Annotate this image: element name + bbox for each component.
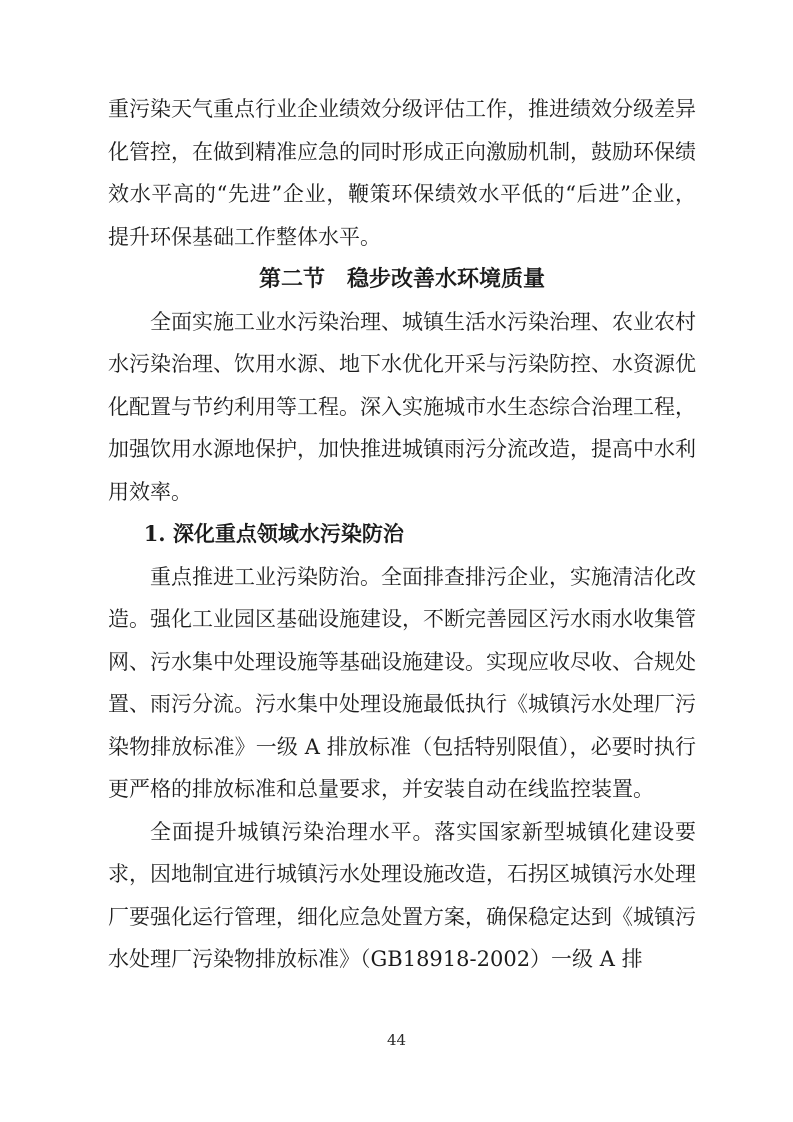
paragraph-urban-sewage-treatment: 全面提升城镇污染治理水平。落实国家新型城镇化建设要求，因地制宜进行城镇污水处理设施改造，石拐区城镇污水处理厂要强化运行管理，细化应急处置方案，确保稳定达到《城镇污水处理厂污染物排放标准》（GB18918-2002）一级 A 排 [108,819,696,971]
subsection-heading-key-areas-water-pollution: 1. 深化重点领域水污染防治 [143,521,404,546]
paragraph-air-pollution-performance: 重污染天气重点行业企业绩效分级评估工作，推进绩效分级差异化管控，在做到精准应急的同时形成正向激励机制，鼓励环保绩效水平高的“先进”企业，鞭策环保绩效水平低的“后进”企业，提升环保基础工作整体水平。 [108,97,696,249]
section-heading-water-environment: 第二节 稳步改善水环境质量 [258,266,545,292]
page-number: 44 [386,1031,407,1049]
paragraph-water-pollution-projects: 全面实施工业水污染治理、城镇生活水污染治理、农业农村水污染治理、饮用水源、地下水优化开采与污染防控、水资源优化配置与节约利用等工程。深入实施城市水生态综合治理工程，加强饮用水源地保护，加快推进城镇雨污分流改造，提高中水利用效率。 [108,309,696,504]
page-content [108,88,696,981]
paragraph-industrial-pollution-control: 重点推进工业污染防治。全面排查排污企业，实施清洁化改造。强化工业园区基础设施建设，不断完善园区污水雨水收集管网、污水集中处理设施等基础设施建设。实现应收尽收、合规处置、雨污分流。污水集中处理设施最低执行《城镇污水处理厂污染物排放标准》一级 A 排放标准（包括特别限值），必要时执行更严格的排放标准和总量要求，并安装自动在线监控装置。 [108,564,696,801]
